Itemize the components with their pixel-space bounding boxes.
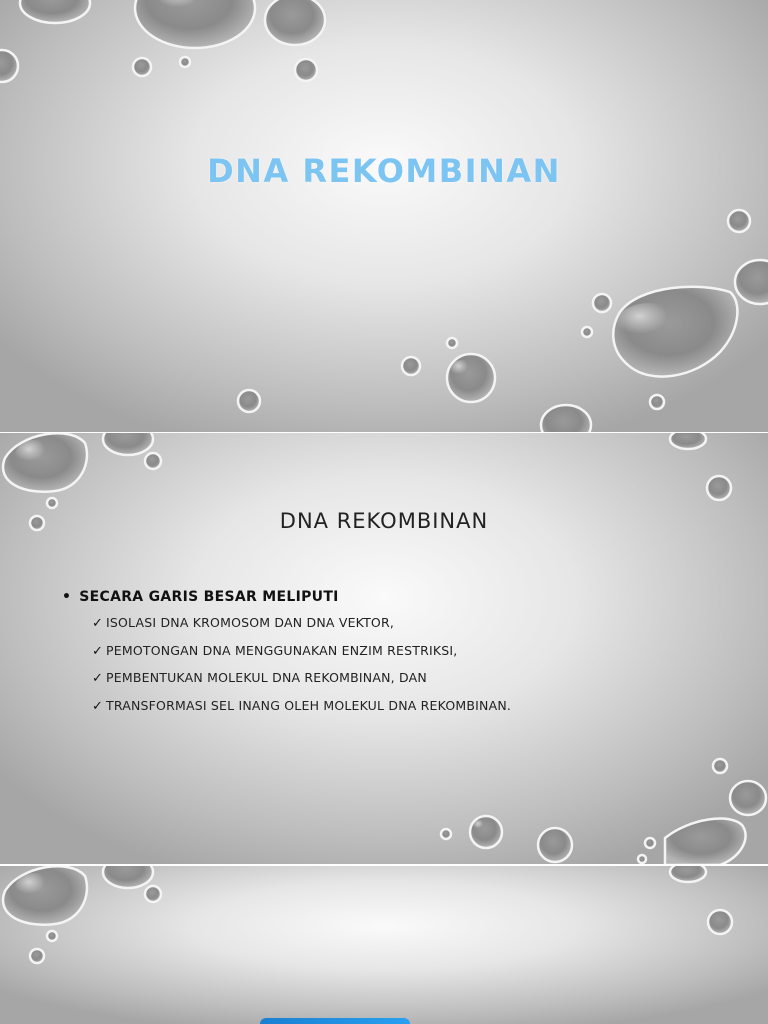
slide-content [62,589,511,723]
checkmark-icon: ✓ [92,698,104,714]
checkmark-icon: ✓ [92,671,104,686]
content-slide [0,433,768,864]
water-droplets-decoration [0,0,768,432]
checklist-item [92,696,511,724]
title-accent-bar [260,1018,410,1024]
checklist-item [92,668,511,696]
water-droplets-decoration [0,866,768,1024]
bullet-heading [62,589,511,605]
checklist-item-text: ISOLASI DNA KROMOSOM DAN DNA VEKTOR, [106,615,395,630]
checklist-item-text: TRANSFORMASI SEL INANG OLEH MOLEKUL DNA REKOMBINAN. [106,697,512,713]
title-slide [0,0,768,432]
checklist-item [92,641,511,669]
checkmark-icon: ✓ [92,643,104,659]
checklist-item [92,613,511,641]
checklist-item-text: PEMBENTUKAN MOLEKUL DNA REKOMBINAN, DAN [106,670,427,685]
slide-title: DNA REKOMBINAN [207,152,561,190]
checklist [62,613,511,723]
checkmark-icon: ✓ [92,616,104,631]
partial-slide [0,866,768,1024]
bullet-heading-text: SECARA GARIS BESAR MELIPUTI [79,589,339,605]
checklist-item-text: PEMOTONGAN DNA MENGGUNAKAN ENZIM RESTRIKSI, [106,642,458,658]
slide-title: DNA REKOMBINAN [279,509,489,533]
bullet-icon: • [62,589,72,605]
